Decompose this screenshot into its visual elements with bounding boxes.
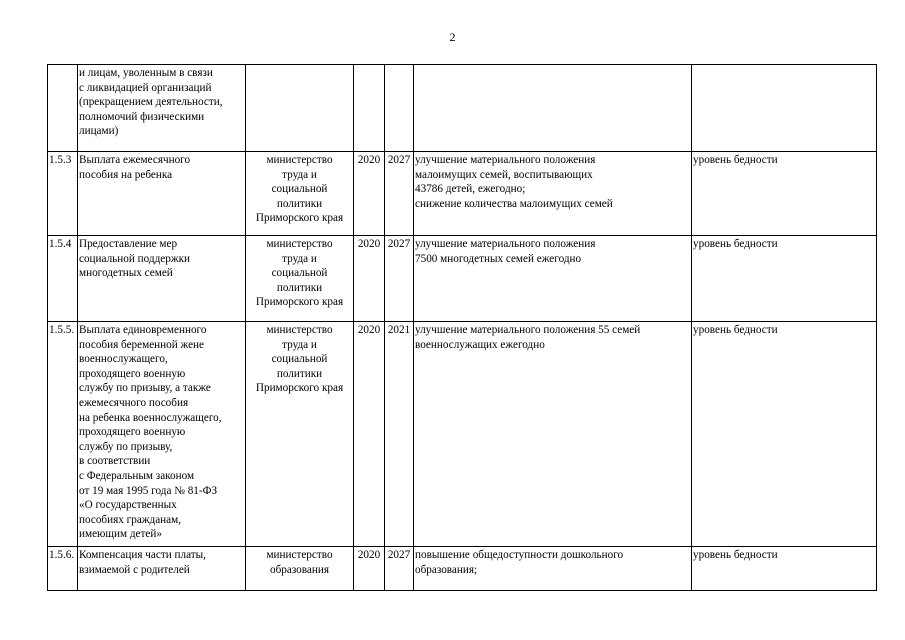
measure-name	[78, 65, 246, 152]
expected-result	[414, 236, 692, 322]
item-number: 1.5.3	[48, 152, 78, 236]
expected-result	[414, 152, 692, 236]
responsible-executor-line: политики	[276, 281, 323, 294]
responsible-executor	[246, 547, 354, 591]
expected-result	[414, 65, 692, 152]
responsible-executor	[246, 322, 354, 547]
end-year: 2027	[385, 152, 414, 236]
indicator: уровень бедности	[692, 152, 877, 236]
responsible-executor-line: министерство	[266, 549, 333, 561]
measure-name	[78, 236, 246, 322]
responsible-executor-line: министерство	[266, 154, 333, 166]
item-number: 1.5.6.	[48, 547, 78, 591]
measure-name-line: взимаемой с родителей	[79, 563, 190, 576]
responsible-executor-line: Приморского края	[255, 382, 344, 395]
page-number: 2	[449, 30, 456, 44]
expected-result-line: улучшение материального положения 55 семей	[415, 324, 641, 336]
measure-name-line: Предоставление мер	[79, 238, 178, 250]
measure-name-line: ежемесячного пособия	[79, 396, 189, 409]
responsible-executor-line: политики	[276, 367, 323, 380]
start-year: 2020	[354, 547, 385, 591]
measure-name-line: Выплата ежемесячного	[79, 154, 191, 166]
measure-name-line: «О государственных	[79, 499, 177, 512]
responsible-executor	[246, 65, 354, 152]
measure-name-line: и лицам, уволенным в связи	[79, 67, 213, 79]
start-year	[354, 65, 385, 152]
measure-name-line: проходящего военную	[79, 426, 186, 439]
expected-result-line: улучшение материального положения	[415, 238, 596, 250]
end-year	[385, 65, 414, 152]
end-year: 2027	[385, 547, 414, 591]
measure-name-line: лицами)	[79, 125, 119, 138]
measure-name	[78, 547, 246, 591]
measure-name-line: проходящего военную	[79, 367, 186, 380]
indicator: уровень бедности	[692, 547, 877, 591]
measure-name-line: пособия беременной жене	[79, 338, 205, 351]
expected-result	[414, 547, 692, 591]
responsible-executor-line: труда и	[282, 338, 317, 351]
measure-name-line: социальной поддержки	[79, 252, 191, 265]
expected-result	[414, 322, 692, 547]
responsible-executor-line: социальной	[271, 353, 328, 366]
indicator: уровень бедности	[692, 322, 877, 547]
expected-result-line: 7500 многодетных семей ежегодно	[415, 252, 582, 265]
start-year: 2020	[354, 236, 385, 322]
expected-result-line: малоимущих семей, воспитывающих	[415, 168, 593, 181]
table-row	[48, 152, 877, 236]
measure-name-line: имеющим детей»	[79, 528, 162, 541]
item-number: 1.5.5.	[48, 322, 78, 547]
item-number	[48, 65, 78, 152]
responsible-executor-line: труда и	[282, 252, 317, 265]
indicator: уровень бедности	[692, 236, 877, 322]
start-year: 2020	[354, 152, 385, 236]
measure-name-line: службу по призыву, а также	[79, 382, 211, 395]
measure-name-line: многодетных семей	[79, 267, 173, 280]
responsible-executor-line: министерство	[266, 324, 333, 336]
responsible-executor-line: образования	[269, 563, 329, 576]
measure-name-line: на ребенка военнослужащего,	[79, 411, 222, 424]
measure-name-line: пособиях гражданам,	[79, 513, 181, 526]
responsible-executor-line: Приморского края	[255, 212, 344, 225]
responsible-executor	[246, 152, 354, 236]
table-row	[48, 322, 877, 547]
measure-name	[78, 152, 246, 236]
table-row	[48, 65, 877, 152]
responsible-executor-line: Приморского края	[255, 296, 344, 309]
expected-result-line: военнослужащих ежегодно	[415, 338, 545, 351]
indicator	[692, 65, 877, 152]
table-row	[48, 236, 877, 322]
responsible-executor-line: министерство	[266, 238, 333, 250]
measure-name-line: Компенсация части платы,	[79, 549, 206, 561]
responsible-executor-line: социальной	[271, 267, 328, 280]
expected-result-line: 43786 детей, ежегодно;	[415, 183, 526, 196]
measure-name	[78, 322, 246, 547]
responsible-executor	[246, 236, 354, 322]
expected-result-line: образования;	[415, 563, 478, 576]
measure-name-line: пособия на ребенка	[79, 168, 173, 181]
program-table	[47, 64, 877, 591]
measure-name-line: (прекращением деятельности,	[79, 96, 223, 109]
measure-name-line: военнослужащего,	[79, 353, 168, 366]
responsible-executor-line: политики	[276, 197, 323, 210]
measure-name-line: от 19 мая 1995 года № 81-ФЗ	[79, 484, 218, 497]
start-year: 2020	[354, 322, 385, 547]
responsible-executor-line: труда и	[282, 168, 317, 181]
measure-name-line: службу по призыву,	[79, 440, 173, 453]
table-row	[48, 547, 877, 591]
responsible-executor-line: социальной	[271, 183, 328, 196]
measure-name-line: полномочий физическими	[79, 110, 205, 123]
end-year: 2027	[385, 236, 414, 322]
measure-name-line: с Федеральным законом	[79, 469, 195, 482]
measure-name-line: Выплата единовременного	[79, 324, 207, 336]
end-year: 2021	[385, 322, 414, 547]
item-number: 1.5.4	[48, 236, 78, 322]
measure-name-line: с ликвидацией организаций	[79, 81, 212, 94]
expected-result-line: улучшение материального положения	[415, 154, 596, 166]
expected-result-line: снижение количества малоимущих семей	[415, 197, 613, 210]
measure-name-line: в соответствии	[79, 455, 151, 468]
expected-result-line: повышение общедоступности дошкольного	[415, 549, 624, 561]
